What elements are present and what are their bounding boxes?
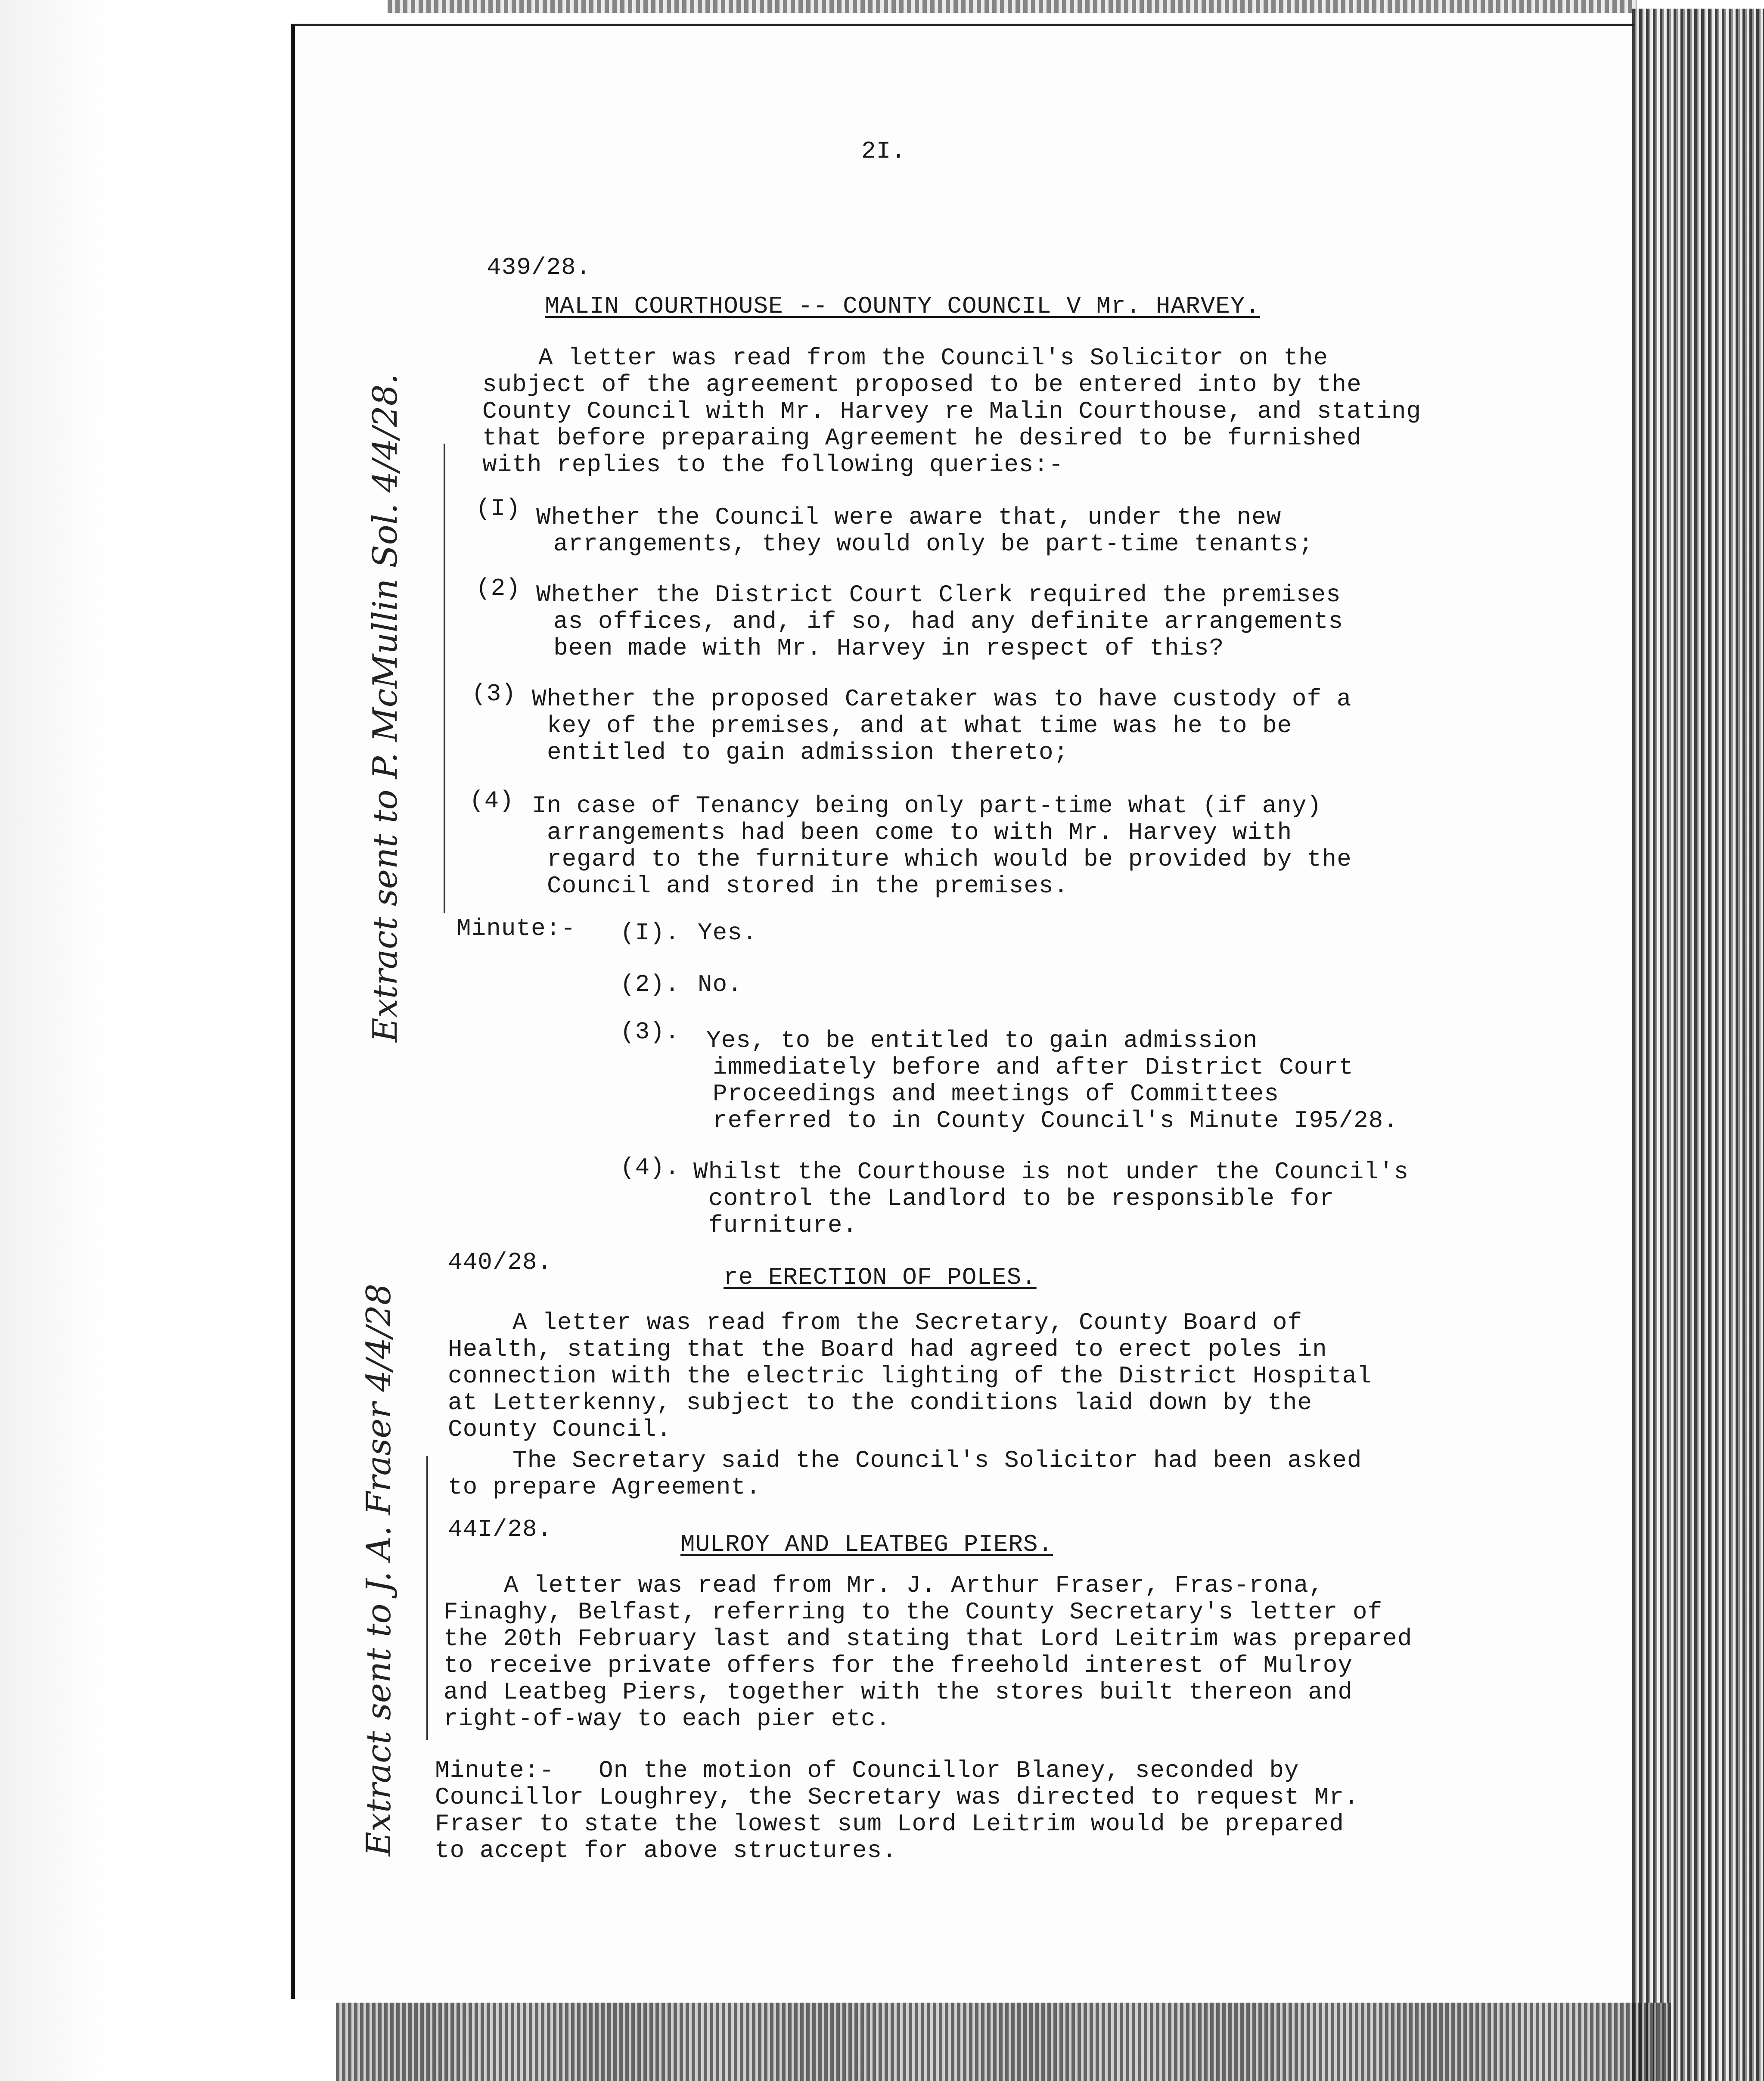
query-line: Council and stored in the premises. — [547, 872, 1069, 900]
body-line: and Leatbeg Piers, together with the stores built thereon and — [444, 1678, 1353, 1706]
margin-bracket-line — [444, 444, 445, 913]
minute-answer-line: control the Landlord to be responsible for — [708, 1185, 1335, 1212]
query-line: been made with Mr. Harvey in respect of this? — [553, 634, 1224, 662]
query-line: Whether the District Court Clerk required the premises — [536, 581, 1341, 609]
minute-label: Minute:- — [457, 915, 576, 942]
body-line: A letter was read from the Council's Solicitor on the — [538, 344, 1329, 372]
body-line: County Council. — [448, 1416, 672, 1443]
minute-line: On the motion of Councillor Blaney, seconded by — [599, 1757, 1299, 1784]
minute-answer-line: Yes. — [698, 919, 758, 947]
minute-line: to accept for above structures. — [435, 1837, 897, 1864]
body-line: with replies to the following queries:- — [482, 451, 1064, 478]
minute-answer-label: (4). — [620, 1154, 680, 1181]
margin-bracket-line — [426, 1456, 428, 1740]
body-line: connection with the electric lighting of the District Hospital — [448, 1362, 1372, 1390]
body-line: to prepare Agreement. — [448, 1473, 761, 1501]
query-line: arrangements had been come to with Mr. Harvey with — [547, 819, 1292, 846]
item-number: 44I/28. — [448, 1516, 553, 1543]
minute-answer-line: furniture. — [708, 1211, 858, 1239]
minute-answer-label: (I). — [620, 919, 680, 947]
binding-bottom-edge — [336, 2003, 1671, 2081]
query-label: (4) — [469, 787, 514, 814]
item-number: 440/28. — [448, 1249, 553, 1276]
query-line: entitled to gain admission thereto; — [547, 739, 1069, 766]
minute-line: Councillor Loughrey, the Secretary was directed to request Mr. — [435, 1783, 1359, 1811]
body-line: right-of-way to each pier etc. — [444, 1705, 891, 1733]
item-heading: MULROY AND LEATBEG PIERS. — [680, 1531, 1053, 1558]
body-line: A letter was read from the Secretary, County Board of — [512, 1309, 1303, 1336]
body-line: at Letterkenny, subject to the conditions laid down by the — [448, 1389, 1313, 1416]
stacked-page-edges — [1632, 9, 1764, 2081]
query-line: key of the premises, and at what time was he to be — [547, 712, 1292, 739]
body-line: Health, stating that the Board had agreed to erect poles in — [448, 1336, 1327, 1363]
query-label: (2) — [476, 575, 521, 602]
minute-line: Fraser to state the lowest sum Lord Leitrim would be prepared — [435, 1810, 1344, 1838]
body-line: Finaghy, Belfast, referring to the County Secretary's letter of — [444, 1598, 1383, 1626]
minute-label: Minute:- — [435, 1757, 554, 1784]
body-line: to receive private offers for the freehold interest of Mulroy — [444, 1652, 1353, 1679]
minute-answer-line: Yes, to be entitled to gain admission — [706, 1027, 1258, 1054]
item-number: 439/28. — [487, 254, 591, 281]
minute-answer-label: (2). — [620, 971, 680, 998]
body-line: A letter was read from Mr. J. Arthur Fraser, Fras-rona, — [504, 1572, 1324, 1599]
query-line: Whether the Council were aware that, under the new — [536, 503, 1282, 531]
scan-background-left — [0, 0, 276, 2081]
query-label: (I) — [476, 495, 521, 522]
query-line: as offices, and, if so, had any definite arrangements — [553, 608, 1344, 635]
body-line: County Council with Mr. Harvey re Malin Courthouse, and stating — [482, 398, 1422, 425]
binding-top-edge — [388, 0, 1637, 13]
query-line: regard to the furniture which would be provided by the — [547, 845, 1352, 873]
minute-answer-line: immediately before and after District Court — [713, 1053, 1354, 1081]
query-line: arrangements, they would only be part-time tenants; — [553, 530, 1314, 558]
body-line: that before preparaing Agreement he desired to be furnished — [482, 424, 1362, 452]
minute-answer-line: No. — [698, 971, 742, 998]
item-heading: re ERECTION OF POLES. — [724, 1264, 1037, 1291]
query-line: Whether the proposed Caretaker was to have custody of a — [532, 685, 1352, 713]
query-line: In case of Tenancy being only part-time what (if any) — [532, 792, 1322, 820]
body-line: the 20th February last and stating that Lord Leitrim was prepared — [444, 1625, 1413, 1652]
query-label: (3) — [472, 680, 516, 708]
item-heading: MALIN COURTHOUSE -- COUNTY COUNCIL V Mr. HARVEY. — [545, 292, 1261, 320]
body-line: The Secretary said the Council's Solicitor had been asked — [512, 1447, 1362, 1474]
margin-handwritten-note: Extract sent to J. A. Fraser 4/4/28 — [360, 1283, 398, 1856]
page-number: 2I. — [861, 137, 906, 165]
minute-answer-line: referred to in County Council's Minute I95/28. — [713, 1107, 1398, 1134]
minute-answer-line: Proceedings and meetings of Committees — [713, 1080, 1280, 1108]
minute-answer-line: Whilst the Courthouse is not under the Council's — [693, 1158, 1409, 1186]
minute-answer-label: (3). — [620, 1018, 680, 1046]
body-line: subject of the agreement proposed to be entered into by the — [482, 371, 1362, 398]
margin-handwritten-note: Extract sent to P. McMullin Sol. 4/4/28. — [366, 373, 405, 1042]
